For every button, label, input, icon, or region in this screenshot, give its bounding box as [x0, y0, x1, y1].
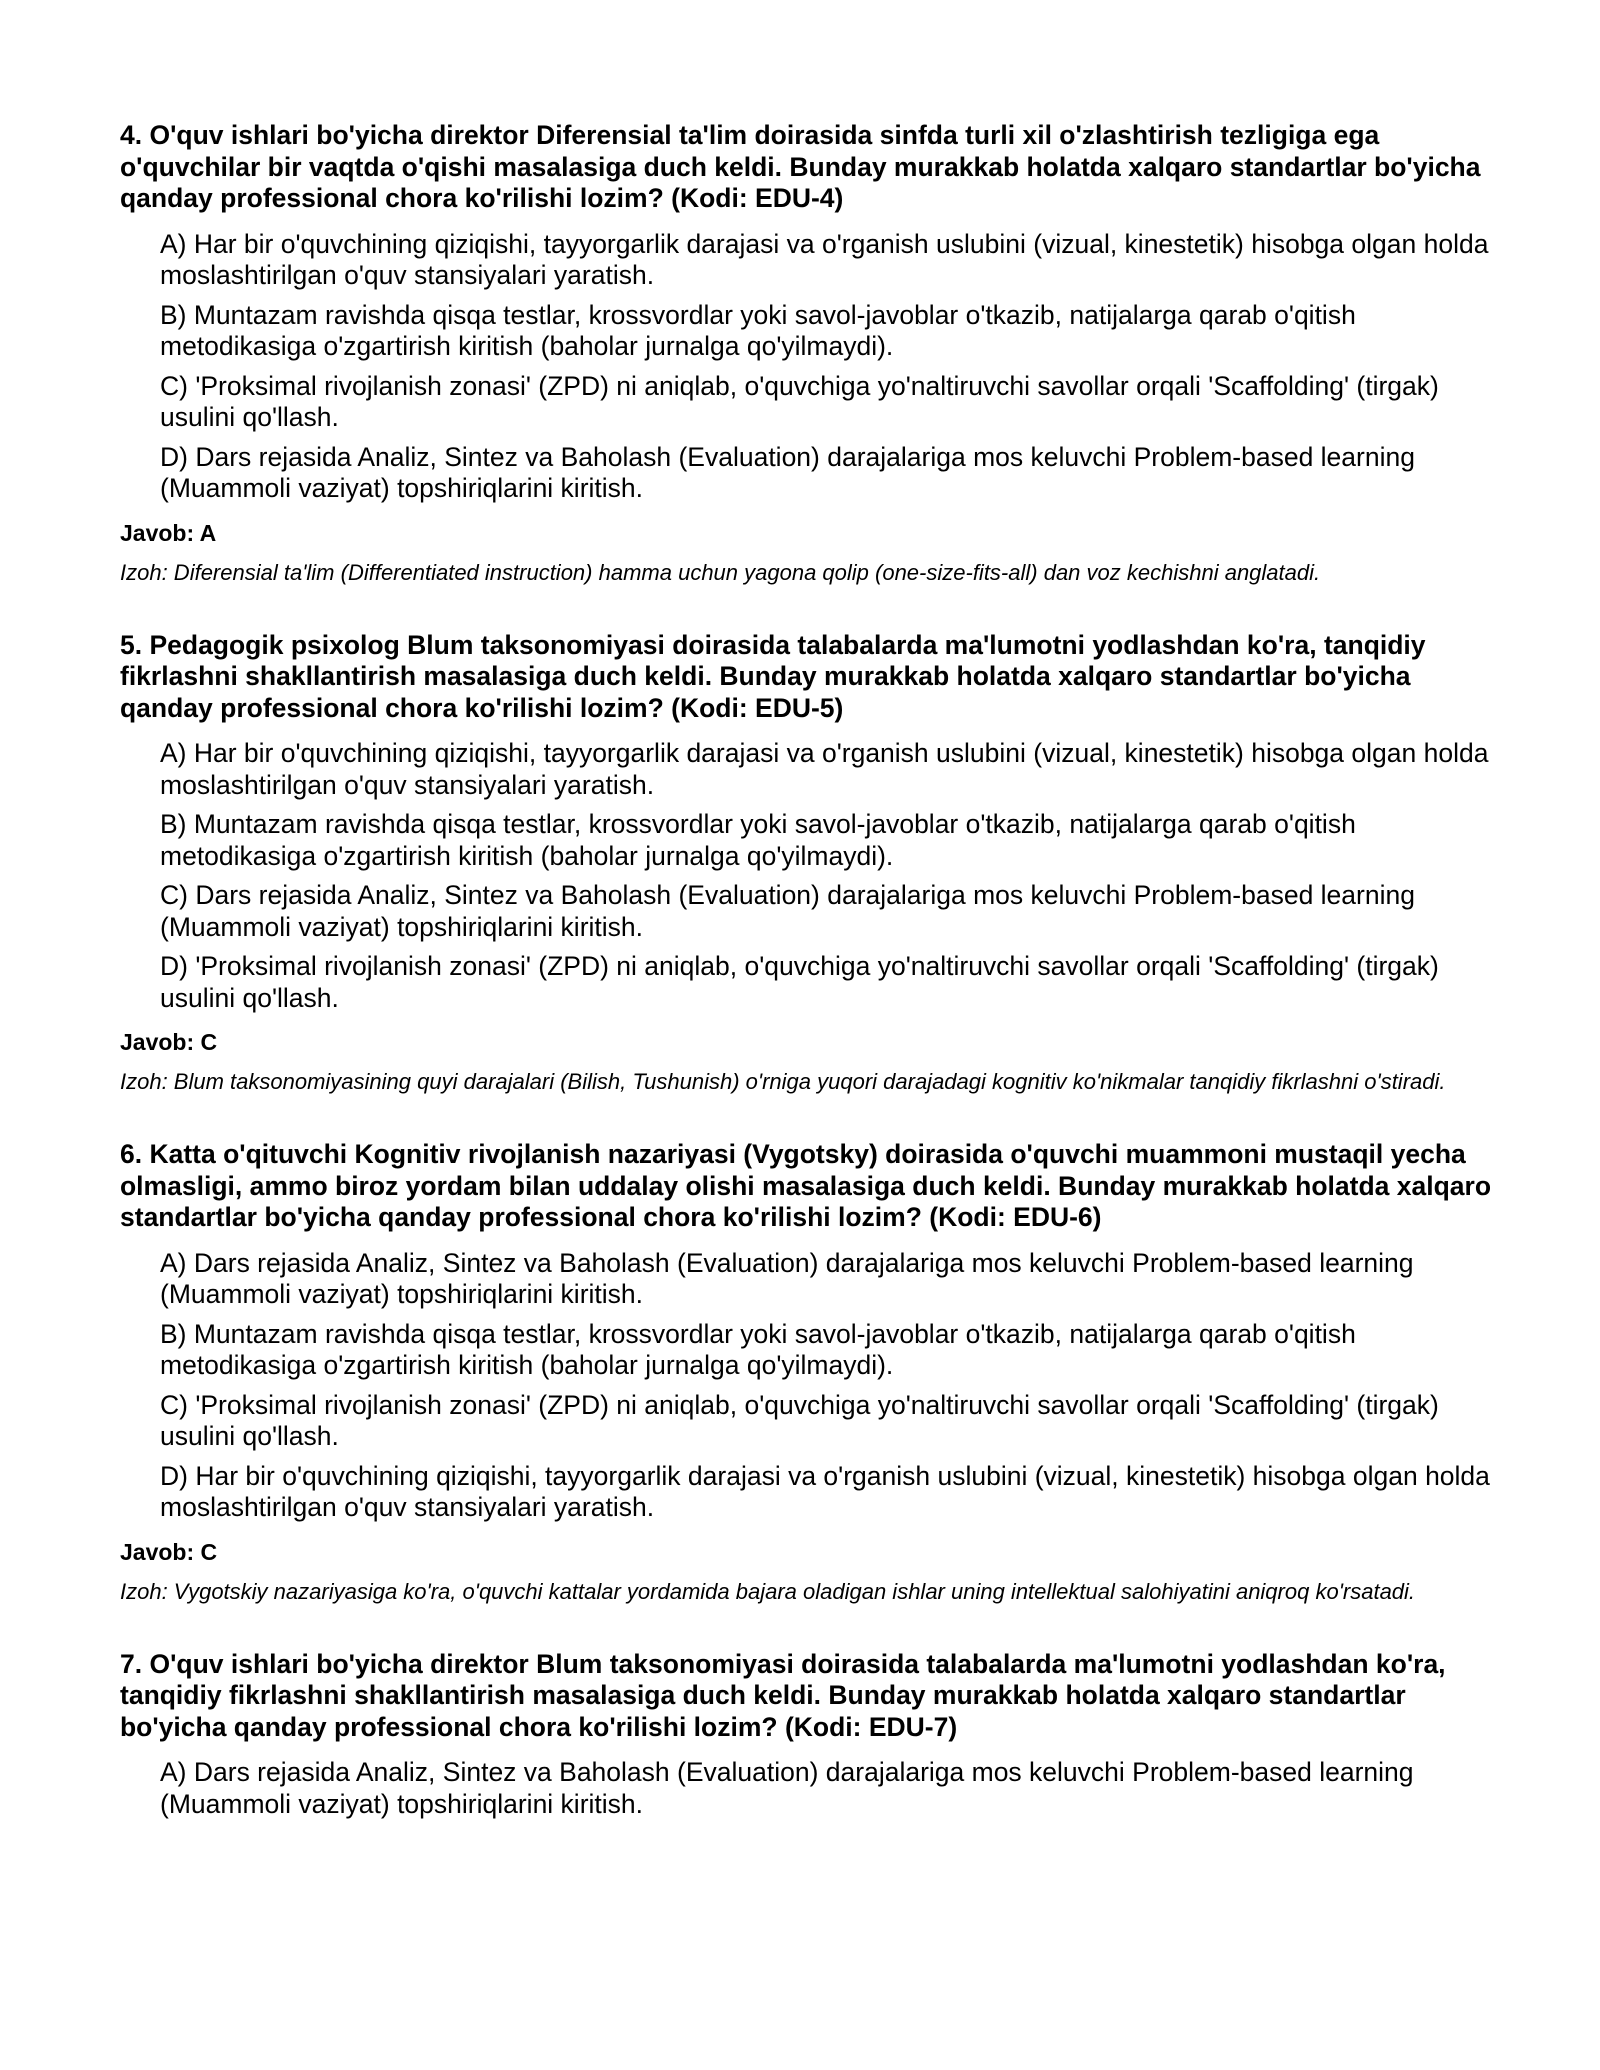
answer-option: C) 'Proksimal rivojlanish zonasi' (ZPD) ni aniqlab, o'quvchiga yo'naltiruvchi savollar orqali 'Scaffolding' (tirgak) usulini qo'llash.: [160, 370, 1439, 432]
answer-option: D) Har bir o'quvchining qiziqishi, tayyorgarlik darajasi va o'rganish uslubini (vizual, kinestetik) hisobga olgan holda moslashtirilgan o'quv stansiyalari yaratish.: [160, 1460, 1490, 1522]
explanation-note: Izoh: Blum taksonomiyasining quyi darajalari (Bilish, Tushunish) o'rniga yuqori darajadagi kognitiv ko'nikmalar tanqidiy fikrlashni o'stiradi.: [120, 1069, 1446, 1094]
answer-option: A) Dars rejasida Analiz, Sintez va Baholash (Evaluation) darajalariga mos keluvchi Problem-based learning (Muammoli vaziyat) topshiriqlarini kiritish.: [160, 1247, 1414, 1309]
answer-option: B) Muntazam ravishda qisqa testlar, krossvordlar yoki savol-javoblar o'tkazib, natijalarga qarab o'qitish metodikasiga o'zgartirish kiritish (baholar jurnalga qo'yilmaydi).: [160, 1318, 1356, 1380]
answer-option: D) 'Proksimal rivojlanish zonasi' (ZPD) ni aniqlab, o'quvchiga yo'naltiruvchi savollar orqali 'Scaffolding' (tirgak) usulini qo'llash.: [160, 951, 1439, 1013]
question-text: 7. O'quv ishlari bo'yicha direktor Blum taksonomiyasi doirasida talabalarda ma'lumotni yodlashdan ko'ra, tanqidiy fikrlashni shakllantirish masalasiga duch keldi. Bunday murakkab holatda xalqaro standartlar bo'yicha qanday professional chora ko'rilishi lozim? (Kodi: EDU-7): [120, 1648, 1446, 1742]
answer-option: C) 'Proksimal rivojlanish zonasi' (ZPD) ni aniqlab, o'quvchiga yo'naltiruvchi savollar orqali 'Scaffolding' (tirgak) usulini qo'llash.: [160, 1389, 1439, 1451]
answer-key: Javob: A: [120, 519, 217, 546]
question-block: [120, 1649, 1500, 1821]
answer-option: B) Muntazam ravishda qisqa testlar, krossvordlar yoki savol-javoblar o'tkazib, natijalarga qarab o'qitish metodikasiga o'zgartirish kiritish (baholar jurnalga qo'yilmaydi).: [160, 809, 1356, 871]
explanation-note: Izoh: Vygotskiy nazariyasiga ko'ra, o'quvchi kattalar yordamida bajara oladigan ishlar uning intellektual salohiyatini aniqroq ko'rsatadi.: [120, 1578, 1416, 1604]
answer-option: B) Muntazam ravishda qisqa testlar, krossvordlar yoki savol-javoblar o'tkazib, natijalarga qarab o'qitish metodikasiga o'zgartirish kiritish (baholar jurnalga qo'yilmaydi).: [160, 299, 1356, 361]
question-text: 5. Pedagogik psixolog Blum taksonomiyasi doirasida talabalarda ma'lumotni yodlashdan ko'ra, tanqidiy fikrlashni shakllantirish masalasiga duch keldi. Bunday murakkab holatda xalqaro standartlar bo'yicha qanday professional chora ko'rilishi lozim? (Kodi: EDU-5): [120, 629, 1426, 723]
question-text: 4. O'quv ishlari bo'yicha direktor Diferensial ta'lim doirasida sinfda turli xil o'zlashtirish tezligiga ega o'quvchilar bir vaqtda o'qishi masalasiga duch keldi. Bunday murakkab holatda xalqaro standartlar bo'yicha qanday professional chora ko'rilishi lozim? (Kodi: EDU-4): [120, 120, 1481, 213]
question-block: [120, 120, 1500, 588]
answer-option: A) Dars rejasida Analiz, Sintez va Baholash (Evaluation) darajalariga mos keluvchi Problem-based learning (Muammoli vaziyat) topshiriqlarini kiritish.: [160, 1757, 1414, 1819]
answer-option: A) Har bir o'quvchining qiziqishi, tayyorgarlik darajasi va o'rganish uslubini (vizual, kinestetik) hisobga olgan holda moslashtirilgan o'quv stansiyalari yaratish.: [160, 738, 1489, 800]
question-block: [120, 1139, 1500, 1607]
answer-option: A) Har bir o'quvchining qiziqishi, tayyorgarlik darajasi va o'rganish uslubini (vizual, kinestetik) hisobga olgan holda moslashtirilgan o'quv stansiyalari yaratish.: [160, 228, 1489, 290]
question-text: 6. Katta o'qituvchi Kognitiv rivojlanish nazariyasi (Vygotsky) doirasida o'quvchi muammoni mustaqil yecha olmasligi, ammo biroz yordam bilan uddalay olishi masalasiga duch keldi. Bunday murakkab holatda xalqaro standartlar bo'yicha qanday professional chora ko'rilishi lozim? (Kodi: EDU-6): [120, 1139, 1492, 1232]
answer-option: D) Dars rejasida Analiz, Sintez va Baholash (Evaluation) darajalariga mos keluvchi Problem-based learning (Muammoli vaziyat) topshiriqlarini kiritish.: [160, 441, 1415, 503]
question-block: [120, 630, 1500, 1098]
answer-key: Javob: C: [120, 1538, 218, 1565]
answer-option: C) Dars rejasida Analiz, Sintez va Baholash (Evaluation) darajalariga mos keluvchi Problem-based learning (Muammoli vaziyat) topshiriqlarini kiritish.: [160, 880, 1415, 942]
answer-key: Javob: C: [120, 1029, 218, 1055]
document-page: [120, 120, 1500, 1862]
explanation-note: Izoh: Diferensial ta'lim (Differentiated instruction) hamma uchun yagona qolip (one-size-fits-all) dan voz kechishni anglatadi.: [120, 559, 1321, 585]
